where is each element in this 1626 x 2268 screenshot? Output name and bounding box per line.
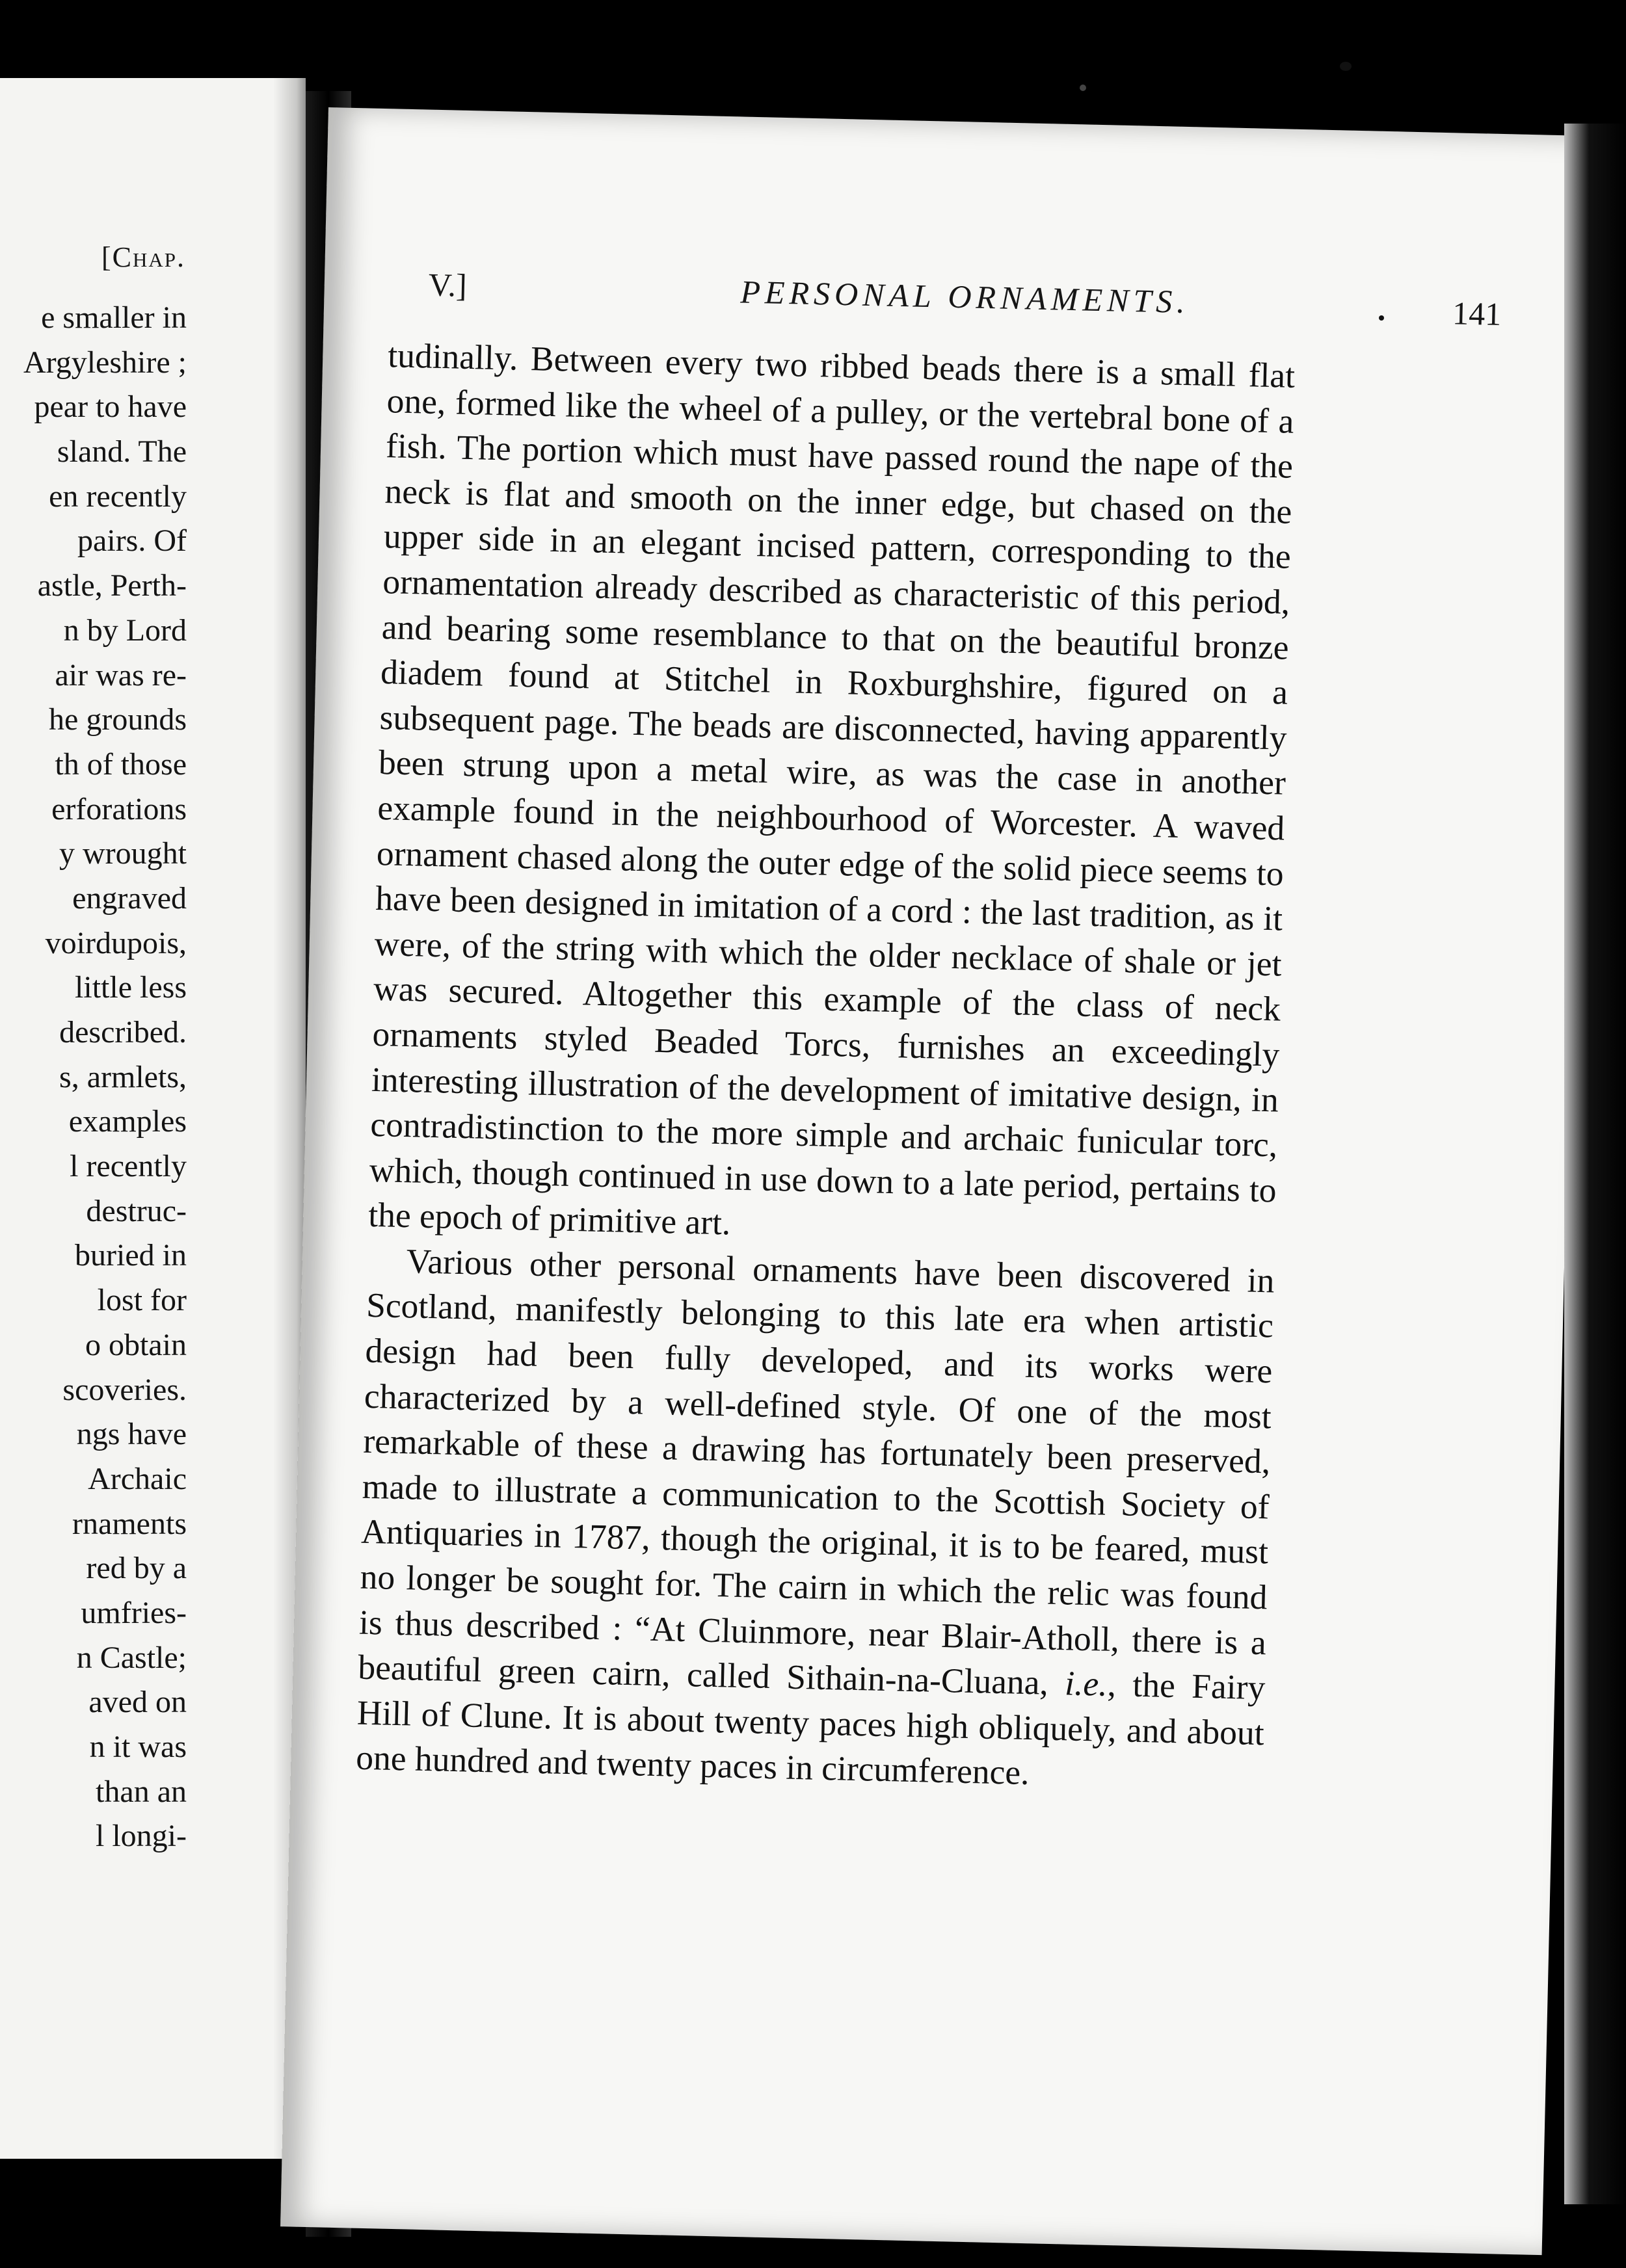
paragraph-2-ie: i.e. — [1064, 1663, 1108, 1704]
left-page-line: e smaller in — [41, 300, 187, 335]
paragraph-1: tudinally. Between every two ribbed beads there is a small flat one, formed like the wheel of a pulley, or the vertebral bone of a fish. The portion which must have passed round the nape of the neck is flat and smooth on the inner edge, but chased on the upper side in an elegant incised pattern, corresponding to the ornamentation already described as characteristic of this period, and bearing some resemblance to that on the beautiful bronze diadem found at Stitchel in Roxburghshire, figured on a subsequent page. The beads are disconnected, having apparently been strung upon a metal wire, as was the case in another example found in the neighbourhood of Worcester. A waved ornament chased along the outer edge of the solid piece seems to have been designed in imitation of a cord : the last tradition, as it were, of the string with which the older necklace of shale or jet was secured. Altogether this example of the class of neck ornaments styled Beaded Torcs, furnishes an exceedingly interesting illustration of the development of imitative design, in contradistinction to the more simple and archaic funicular torc, which, though continued in use down to a late period, pertains to the epoch of primitive art. — [367, 336, 1296, 1243]
scan-speck — [1379, 315, 1384, 321]
page-number: 141 — [1452, 295, 1502, 332]
left-page-line: Argyleshire ; — [23, 345, 187, 380]
left-page-line: little less — [75, 970, 187, 1005]
left-page-line: en recently — [49, 479, 187, 514]
left-page-line: destruc- — [86, 1193, 187, 1228]
left-page-line: umfries- — [81, 1595, 187, 1630]
left-page-line: astle, Perth- — [37, 568, 187, 603]
chapter-marker: V.] — [428, 266, 468, 304]
left-page-line: aved on — [88, 1685, 187, 1720]
left-page-line: o obtain — [85, 1327, 187, 1362]
left-page-line: n by Lord — [63, 613, 187, 648]
left-page-line: lost for — [97, 1283, 187, 1318]
left-page-line: l longi- — [96, 1819, 187, 1854]
left-page-line: voirdupois, — [45, 925, 187, 960]
left-page-line: scoveries. — [62, 1372, 187, 1407]
left-page-line: n it was — [89, 1730, 187, 1764]
scan-speck — [1080, 85, 1086, 91]
left-page-line: buried in — [75, 1238, 187, 1273]
left-page-line: described. — [59, 1015, 187, 1049]
paragraph-2-text-b: , the Fairy Hill of Clune. It is about twenty paces high obliquely, and about one hundred and twenty paces in circumference. — [355, 1665, 1266, 1793]
left-page-line: examples — [68, 1104, 187, 1139]
left-page-line: red by a — [86, 1551, 187, 1586]
left-page-line: y wrought — [59, 836, 187, 871]
running-title: PERSONAL ORNAMENTS. — [740, 273, 1190, 321]
right-page-edge — [1564, 124, 1626, 2204]
paragraph-2 — [356, 1238, 1275, 1802]
scan-speck — [1340, 62, 1352, 71]
left-page-line: th of those — [55, 746, 187, 782]
left-page-line: Archaic — [88, 1461, 187, 1496]
right-page — [280, 107, 1590, 2255]
left-page-line: sland. The — [57, 434, 187, 469]
left-page-line: engraved — [72, 880, 187, 916]
left-page-line: pear to have — [34, 389, 187, 425]
running-head — [428, 266, 1502, 336]
paragraph-2-text-a: Various other personal ornaments have been discovered in Scotland, manifestly belonging to this late era when artistic design had been fully developed, and its works were characterized by a well-defined style. Of one of the most remarkable of these a drawing has fortunately been preserved, made to illustrate a communication to the Scottish Society of Antiquaries in 1787, though the original, it is to be feared, must no longer be sought for. The cairn in which the relic was found is thus described : “At Cluinmore, near Blair-Atholl, there is a beautiful green cairn, called Sithain-na-Cluana, — [357, 1241, 1275, 1703]
left-page-line: s, armlets, — [59, 1059, 187, 1094]
left-page-line: rnaments — [72, 1506, 187, 1541]
left-page-line: n Castle; — [76, 1640, 187, 1675]
left-page-text — [0, 296, 187, 1859]
left-page-line: than an — [96, 1774, 187, 1809]
left-page-line: air was re- — [55, 657, 187, 692]
left-page-line: pairs. Of — [77, 523, 187, 559]
left-page-line: l recently — [70, 1149, 187, 1184]
body-text — [356, 333, 1296, 1801]
left-page-line: erforations — [51, 791, 187, 826]
left-page-header: [Chap. — [101, 241, 185, 273]
left-page-line: ngs have — [76, 1417, 187, 1452]
left-page-line: he grounds — [49, 702, 187, 737]
